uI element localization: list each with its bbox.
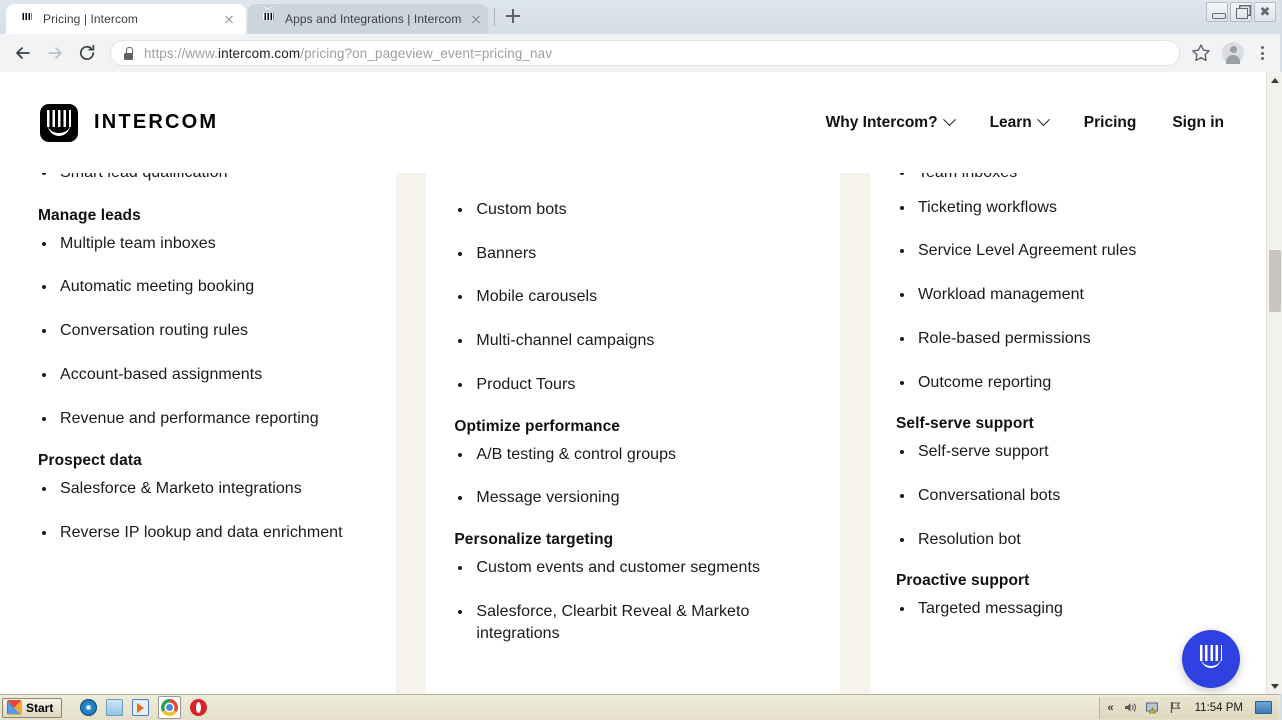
url-text <box>144 46 552 61</box>
nav-label: Pricing <box>1083 113 1137 131</box>
address-bar[interactable] <box>110 40 1180 66</box>
intercom-pricing-page <box>0 72 1264 694</box>
network-warning-icon[interactable] <box>1145 700 1160 715</box>
restore-button[interactable] <box>1230 2 1252 22</box>
forward-button[interactable] <box>40 38 70 68</box>
close-icon[interactable] <box>467 10 485 28</box>
list-item: Account-based assignments <box>38 364 374 387</box>
feature-list <box>454 557 818 646</box>
nav-label: Why Intercom? <box>825 113 938 131</box>
list-item: Custom bots <box>454 199 818 222</box>
profile-avatar[interactable] <box>1222 42 1244 64</box>
nav-item-pricing[interactable] <box>1084 114 1137 132</box>
minimize-button[interactable] <box>1206 2 1228 22</box>
list-item: Service Level Agreement rules <box>896 240 1242 263</box>
brand-name: INTERCOM <box>94 111 219 133</box>
list-item: Product Tours <box>454 374 818 397</box>
windows-logo-icon <box>7 700 22 715</box>
url-domain: intercom.com <box>217 45 301 61</box>
feature-column-3 <box>870 173 1264 694</box>
list-item: Reverse IP lookup and data enrichment <box>38 522 374 545</box>
list-item: A/B testing & control groups <box>454 444 818 467</box>
close-window-button[interactable]: ✖ <box>1254 2 1276 22</box>
volume-icon[interactable] <box>1122 700 1137 715</box>
list-item: Automatic meeting booking <box>38 276 374 299</box>
nav-label: Sign in <box>1172 113 1224 131</box>
feature-list <box>38 233 374 431</box>
windows-taskbar <box>0 694 1280 720</box>
feature-column-1 <box>0 173 396 694</box>
intercom-favicon <box>18 11 34 27</box>
list-item: Conversational bots <box>896 485 1242 508</box>
column-divider <box>396 173 426 694</box>
tab-divider <box>494 8 495 26</box>
url-path: /pricing?on_pageview_event=pricing_nav <box>300 45 553 61</box>
list-item: Multi-channel campaigns <box>454 330 818 353</box>
list-item: Ticketing workflows <box>896 197 1242 220</box>
site-header <box>0 72 1264 173</box>
media-player-icon[interactable] <box>132 699 149 716</box>
chrome-icon <box>161 699 178 716</box>
svg-text:!: ! <box>1151 708 1153 714</box>
reload-button[interactable] <box>72 38 102 68</box>
column-divider <box>840 173 870 694</box>
nav-item-sign-in[interactable] <box>1172 114 1224 132</box>
close-icon[interactable] <box>220 10 238 28</box>
section-title: Self-serve support <box>895 415 1034 433</box>
chat-launcher-button[interactable] <box>1182 630 1240 688</box>
list-item: Salesforce & Marketo integrations <box>38 478 374 501</box>
browser-tab-pricing[interactable] <box>6 4 246 34</box>
start-label: Start <box>26 700 54 715</box>
start-button[interactable] <box>2 698 62 718</box>
folder-icon[interactable] <box>106 699 123 716</box>
tab-strip <box>0 0 1280 34</box>
back-button[interactable] <box>8 38 38 68</box>
nav-item-why-intercom[interactable] <box>826 114 954 132</box>
window-controls <box>1206 2 1276 22</box>
feature-list <box>896 441 1242 551</box>
tab-title: Apps and Integrations | Intercom <box>285 12 462 26</box>
feature-list <box>454 199 818 397</box>
scrollbar-thumb[interactable] <box>1269 250 1281 312</box>
list-item: Mobile carousels <box>454 286 818 309</box>
scroll-down-icon[interactable] <box>1267 678 1282 694</box>
bookmark-star-icon[interactable] <box>1188 40 1214 66</box>
list-item: Custom events and customer segments <box>454 557 818 580</box>
browser-toolbar <box>0 34 1280 72</box>
feature-list <box>896 598 1242 621</box>
feature-column-2 <box>426 173 840 694</box>
section-title: Proactive support <box>895 572 1030 590</box>
list-item: Workload management <box>896 284 1242 307</box>
list-item: Targeted messaging <box>896 598 1242 621</box>
clock[interactable]: 11:54 PM <box>1194 701 1243 714</box>
list-item: Self-serve support <box>896 441 1242 464</box>
chevron-down-icon <box>1037 113 1050 126</box>
quick-launch-bar <box>76 696 207 719</box>
feature-list <box>896 162 1242 394</box>
browser-menu-icon[interactable] <box>1252 40 1272 66</box>
page-scrollbar[interactable] <box>1266 72 1282 694</box>
brand-logo[interactable] <box>40 104 218 142</box>
intercom-favicon <box>260 11 276 27</box>
chrome-taskbar-button[interactable] <box>158 696 181 719</box>
toolbar-actions <box>1188 40 1272 66</box>
tab-title: Pricing | Intercom <box>43 12 138 26</box>
section-title: Manage leads <box>38 206 141 224</box>
main-nav <box>826 114 1224 132</box>
intercom-logo-icon <box>40 104 78 142</box>
nav-label: Learn <box>989 113 1032 131</box>
url-scheme: https://www. <box>144 45 218 61</box>
show-hidden-icons-icon[interactable]: « <box>1107 701 1114 714</box>
nav-item-learn[interactable] <box>990 114 1048 132</box>
scroll-up-icon[interactable] <box>1267 72 1282 88</box>
lock-icon <box>123 47 134 60</box>
list-item: Role-based permissions <box>896 328 1242 351</box>
browser-tab-apps[interactable] <box>248 4 488 34</box>
list-item: Banners <box>454 243 818 266</box>
section-title: Optimize performance <box>454 417 621 435</box>
list-item: Multiple team inboxes <box>38 233 374 256</box>
list-item: Resolution bot <box>896 529 1242 552</box>
chevron-down-icon <box>943 113 956 126</box>
internet-explorer-icon[interactable] <box>80 699 97 716</box>
new-tab-button[interactable] <box>499 2 527 30</box>
feature-list <box>38 478 374 544</box>
list-item: Message versioning <box>454 487 818 510</box>
list-item: Conversation routing rules <box>38 320 374 343</box>
list-item: Outcome reporting <box>896 372 1242 395</box>
opera-icon[interactable] <box>190 699 207 716</box>
feature-list <box>454 444 818 510</box>
system-tray <box>1099 697 1279 719</box>
section-title: Personalize targeting <box>454 531 614 549</box>
feature-columns <box>0 173 1264 694</box>
display-icon[interactable] <box>1255 701 1272 714</box>
section-title: Prospect data <box>38 452 142 470</box>
list-item: Salesforce, Clearbit Reveal & Marketo integrations <box>454 601 818 646</box>
page-viewport <box>0 72 1280 694</box>
flag-icon[interactable] <box>1168 700 1183 715</box>
list-item: Revenue and performance reporting <box>38 408 374 431</box>
